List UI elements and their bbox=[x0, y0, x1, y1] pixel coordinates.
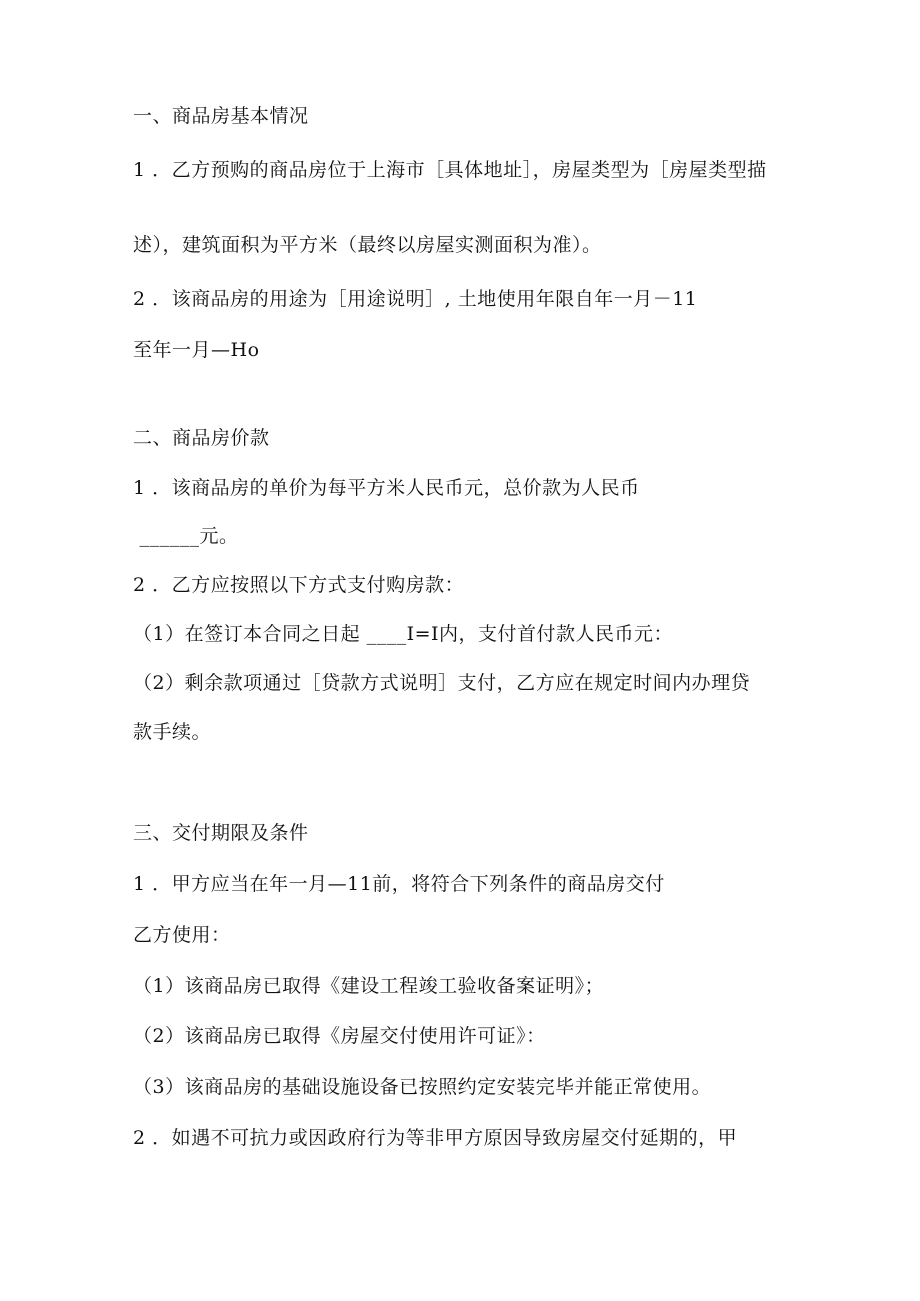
paragraph-line: 款手续。 bbox=[133, 721, 212, 743]
section-heading-delivery: 三、交付期限及条件 bbox=[133, 822, 309, 844]
paragraph-line: 至年一月—Ho bbox=[133, 339, 260, 361]
paragraph-line: 1 ．甲方应当在年一月—11前，将符合下列条件的商品房交付 bbox=[133, 873, 665, 895]
paragraph-line: （3）该商品房的基础设施设备已按照约定安装完毕并能正常使用。 bbox=[133, 1076, 712, 1098]
paragraph-line: （2）该商品房已取得《房屋交付使用许可证》： bbox=[133, 1025, 546, 1047]
section-heading-basic-info: 一、商品房基本情况 bbox=[133, 105, 309, 127]
paragraph-line: ______元。 bbox=[133, 525, 239, 547]
paragraph-line: 2 ．如遇不可抗力或因政府行为等非甲方原因导致房屋交付延期的，甲 bbox=[133, 1127, 738, 1149]
paragraph-line: 1 ．乙方预购的商品房位于上海市［具体地址］，房屋类型为［房屋类型描 bbox=[133, 159, 767, 181]
paragraph-line: （1）该商品房已取得《建设工程竣工验收备案证明》； bbox=[133, 975, 605, 997]
paragraph-line: （1）在签订本合同之日起 ____I=I内，支付首付款人民币元： bbox=[133, 623, 674, 645]
paragraph-line: 2 ．该商品房的用途为［用途说明］, 土地使用年限自年一月－11 bbox=[133, 288, 698, 310]
section-heading-price: 二、商品房价款 bbox=[133, 427, 270, 449]
paragraph-line: 1 ．该商品房的单价为每平方米人民币元，总价款为人民币 bbox=[133, 477, 640, 499]
paragraph-line: （2）剩余款项通过［贷款方式说明］支付，乙方应在规定时间内办理贷 bbox=[133, 672, 751, 694]
paragraph-line: 乙方使用： bbox=[133, 924, 231, 946]
paragraph-line: 述），建筑面积为平方米（最终以房屋实测面积为准）。 bbox=[133, 234, 602, 256]
paragraph-line: 2 ．乙方应按照以下方式支付购房款： bbox=[133, 574, 465, 596]
